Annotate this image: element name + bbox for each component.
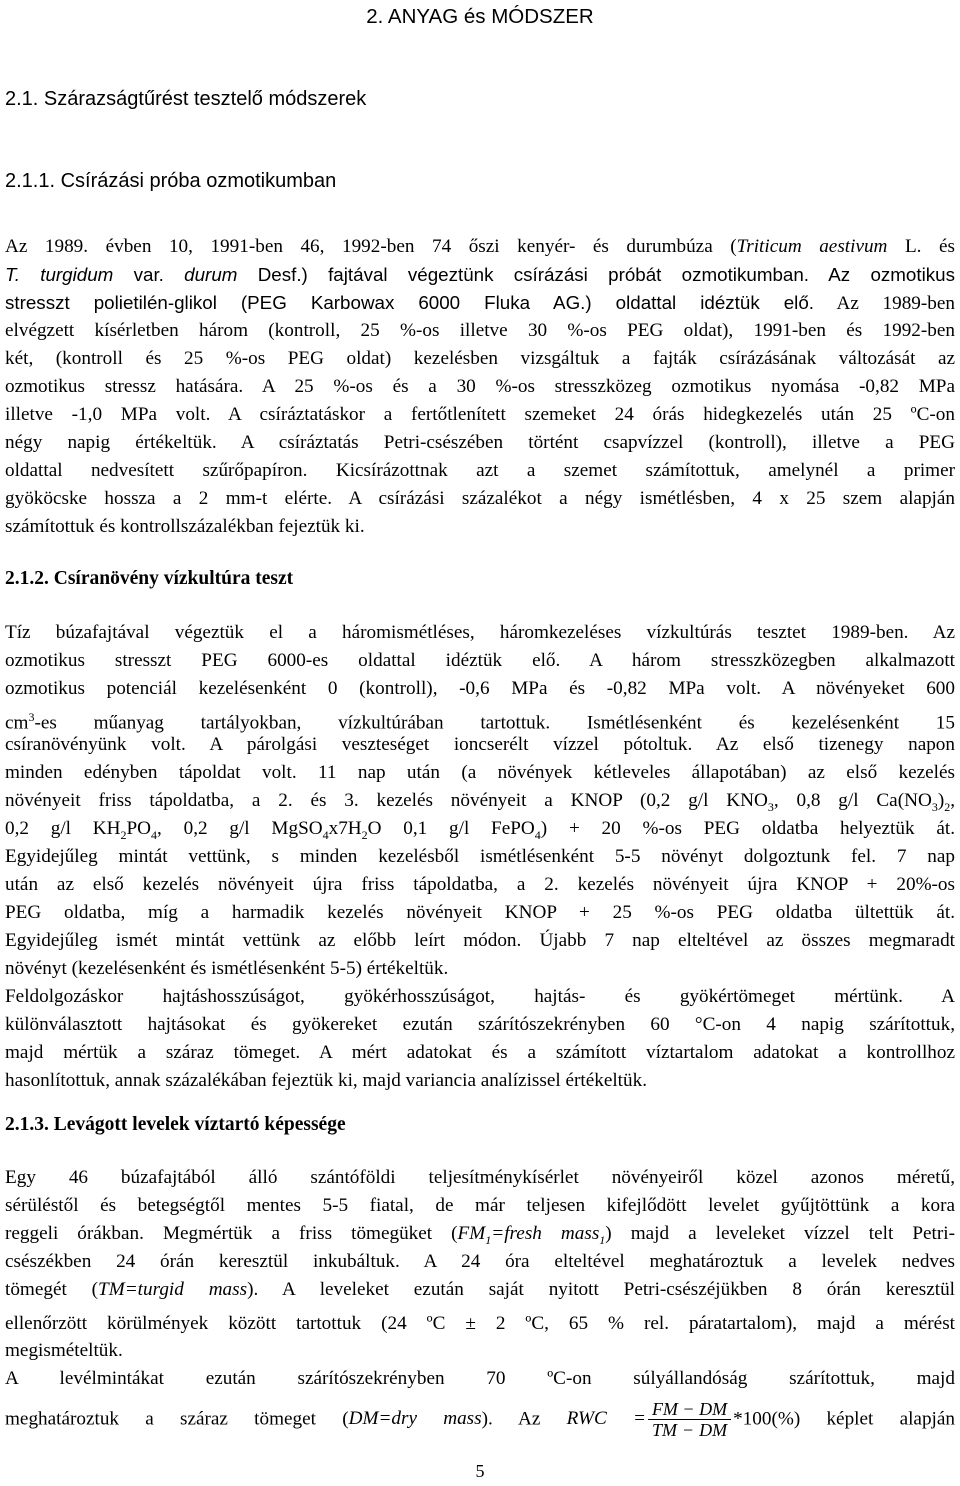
text-line: Az 1989. évben 10, 1991-ben 46, 1992-ben 74 őszi kenyér- és durumbúza (Triticum aestivum L. és	[5, 236, 955, 257]
text-line: ozmotikus stresszt PEG 6000-es oldattal idéztük elő. A három stresszközegben alkalmazott	[5, 650, 955, 671]
text-line: illetve -1,0 MPa volt. A csíráztatáskor a fertőtlenített szemeket 24 órás hidegkezelés után 25 ºC-on	[5, 404, 955, 425]
text-line: ozmotikus stressz hatására. A 25 %-os és a 30 %-os stresszközeg ozmotikus nyomása -0,82 MPa	[5, 376, 955, 397]
text-line: majd mértük a száraz tömeget. A mért adatokat és a számított víztartalom adatokat a kontrollhoz	[5, 1042, 955, 1063]
fraction-denominator: TM − DM	[651, 1420, 728, 1441]
text-line: T. turgidum var. durum Desf.) fajtával végeztünk csírázási próbát ozmotikumban. Az ozmotikus	[5, 264, 955, 285]
text-line: ozmotikus potenciál kezelésenként 0 (kontroll), -0,6 MPa és -0,82 MPa volt. A növényeket 600	[5, 678, 955, 699]
text-line: Egyidejűleg ismét mintát vettünk az előbb leírt módon. Újabb 7 nap elteltével az összes megmaradt	[5, 930, 955, 951]
section-heading-2-1-1: 2.1.1. Csírázási próba ozmotikumban	[5, 170, 337, 192]
text-line: reggeli órákban. Megmértük a friss tömegüket ($FM_1=fresh$ mass$_1$) majd a leveleket vízzel telt Petri-	[5, 1223, 955, 1247]
chapter-title: 2. ANYAG és MÓDSZER	[366, 5, 594, 28]
text-line-with-formula: meghatároztuk a száraz tömeget (DM=dry mass). Az RWC = $\frac{FM - DM}{TM - DM}$ *100(%) képlet alapján	[5, 1399, 955, 1441]
text-line: oldattal nedvesített szűrőpapíron. Kicsírázottnak azt a szemet számítottuk, amelynél a primer	[5, 460, 955, 481]
paragraph-hydroponic	[5, 619, 955, 1095]
text-line: növényeit friss tápoldatba, a 2. és 3. kezelés növényeit a KNOP (0,2 g/l $KNO_3$, 0,8 g/l $Ca(NO_3)_2$,	[5, 790, 955, 814]
text-line: növényt (kezelésenként és ismétlésenként 5-5) értékeltük.	[5, 958, 449, 979]
text-line: különválasztott hajtásokat és gyökereket ezután szárítószekrényben 60 °C-on 4 napig szárítottuk,	[5, 1014, 955, 1035]
fraction-numerator: FM − DM	[648, 1399, 731, 1420]
text-line: stresszt polietilén-glikol (PEG Karbowax 6000 Fluka AG.) oldattal idéztük elő. Az 1989-ben	[5, 292, 955, 314]
text-line: megismételtük.	[5, 1340, 123, 1361]
text-line: Egyidejűleg mintát vettünk, s minden kezelésből ismétlésenként 5-5 növényt dolgoztunk fel. 7 nap	[5, 846, 955, 867]
text-line: számítottuk és kontrollszázalékban fejeztük ki.	[5, 516, 365, 537]
page-number: 5	[475, 1461, 485, 1481]
text-line: sérüléstől és betegségtől mentes 5-5 fiatal, de már teljesen kifejlődött levelet gyűjtöttünk a kora	[5, 1195, 955, 1216]
text-line: tömegét (TM=turgid mass). A leveleket ezután saját nyitott Petri-csészéjükben 8 órán keresztül	[5, 1279, 955, 1300]
text-line: csészékben 24 órán keresztül inkubáltuk. A 24 óra elteltével meghatároztuk a levelek nedves	[5, 1251, 955, 1272]
formula-lhs: RWC =	[566, 1408, 646, 1429]
text-line: gyököcske hossza a 2 mm-t elérte. A csírázási százalékot a négy ismétlésben, 4 x 25 szem alapján	[5, 488, 955, 509]
text-line: Egy 46 búzafajtából álló szántóföldi teljesítménykísérlet növényeiről közel azonos méretű,	[5, 1167, 955, 1188]
section-heading-2-1-2: 2.1.2. Csíranövény vízkultúra teszt	[5, 568, 294, 589]
text-line: minden edényben tápoldat volt. 11 nap után (a növények kétleveles állapotában) az első kezelés	[5, 762, 955, 783]
rwc-fraction	[648, 1399, 731, 1440]
text-line: csíranövényünk volt. A párolgási veszteséget ioncserélt vízzel pótoltuk. Az első tizenegy napon	[5, 734, 955, 755]
text-line: Feldolgozáskor hajtáshosszúságot, gyökérhosszúságot, hajtás- és gyökértömeget mértünk. A	[5, 986, 955, 1007]
text-line: négy napig értékeltük. A csíráztatás Petri-csészében történt csapvízzel (kontroll), illetve a PEG	[5, 432, 955, 453]
text-line: ellenőrzött körülmények között tartottuk (24 ºC ± 2 ºC, 65 % rel. páratartalom), majd a mérést	[5, 1313, 955, 1334]
text-line: hasonlítottuk, annak százalékában fejeztük ki, majd variancia analízissel értékeltük.	[5, 1070, 647, 1091]
text-line: A levélmintákat ezután szárítószekrényben 70 ºC-on súlyállandóság szárítottuk, majd	[5, 1368, 955, 1389]
text-line: Tíz búzafajtával végeztük el a háromismétléses, háromkezeléses vízkultúrás tesztet 1989-ben. Az	[5, 622, 955, 643]
section-heading-2-1: 2.1. Szárazságtűrést tesztelő módszerek	[5, 88, 367, 110]
paragraph-germination	[5, 233, 955, 541]
text-line: után az első kezelés növényeit újra friss tápoldatba, a 2. kezelés növényeit újra KNOP + 20%-os	[5, 874, 955, 895]
formula-rhs: *100(%)	[733, 1408, 801, 1430]
text-line: elvégzett kísérletben három (kontroll, 25 %-os illetve 30 %-os PEG oldat), 1991-ben és 1992-ben	[5, 320, 955, 341]
text-line: két, (kontroll és 25 %-os PEG oldat) kezelésben vizsgáltuk a fajták csírázásának változását az	[5, 348, 955, 369]
text-line: $cm^3-es$ műanyag tartályokban, vízkultúrában tartottuk. Ismétlésenként és kezelésenként 15	[5, 710, 955, 734]
section-heading-2-1-3: 2.1.3. Levágott levelek víztartó képessége	[5, 1114, 346, 1135]
text-line: PEG oldatba, míg a harmadik kezelés növényeit KNOP + 25 %-os PEG oldatba ültettük át.	[5, 902, 955, 923]
paragraph-leaf-water	[5, 1164, 955, 1444]
text-line: 0,2 g/l $KH_2PO_4$, 0,2 g/l $MgSO_4x7H_2O$ 0,1 g/l FePO$_4$) + 20 %-os PEG oldatba helyeztük át.	[5, 818, 955, 842]
